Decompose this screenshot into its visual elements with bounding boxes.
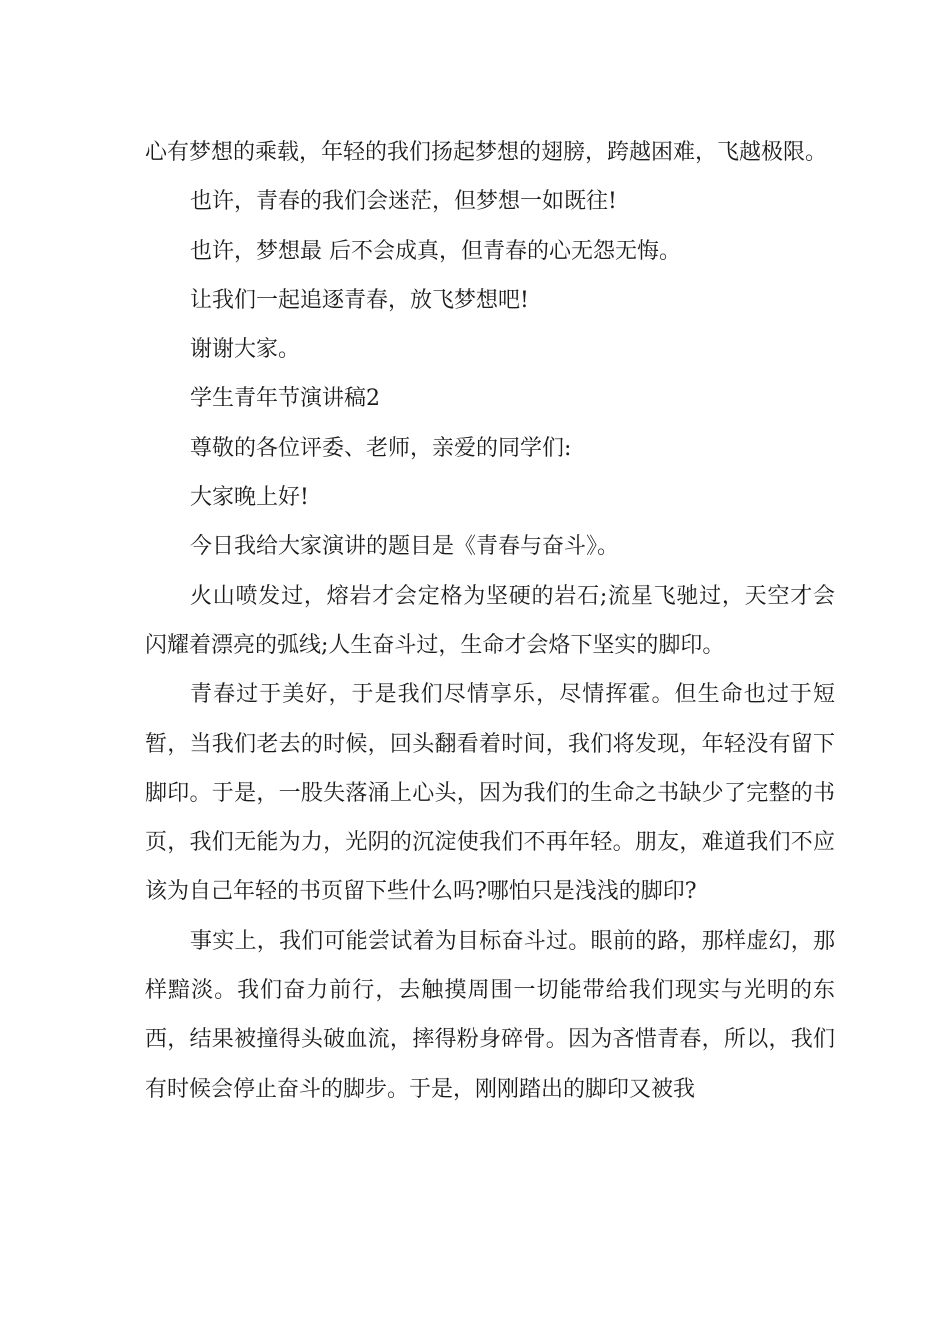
paragraph-11: 青春过于美好，于是我们尽情享乐，尽情挥霍。但生命也过于短暂，当我们老去的时候，回头翻看着时间，我们将发现，年轻没有留下脚印。于是，一股失落涌上心头，因为我们的生命之书缺少了完整的书页，我们无能为力，光阴的沉淀使我们不再年轻。朋友，难道我们不应该为自己年轻的书页留下些什么吗?哪怕只是浅浅的脚印?: [145, 682, 835, 905]
document-page: [145, 128, 835, 1114]
paragraph-12: 事实上，我们可能尝试着为目标奋斗过。眼前的路，那样虚幻，那样黯淡。我们奋力前行，去触摸周围一切能带给我们现实与光明的东西，结果被撞得头破血流，摔得粉身碎骨。因为吝惜青春，所以，我们有时候会停止奋斗的脚步。于是，刚刚踏出的脚印又被我: [145, 928, 835, 1102]
paragraph-10: 火山喷发过，熔岩才会定格为坚硬的岩石;流星飞驰过，天空才会闪耀着漂亮的弧线;人生奋斗过，生命才会烙下坚实的脚印。: [145, 583, 835, 658]
paragraph-2: 也许，青春的我们会迷茫，但梦想一如既往!: [190, 189, 617, 215]
section-heading: 学生青年节演讲稿2: [190, 386, 380, 412]
paragraph-1: 心有梦想的乘载，年轻的我们扬起梦想的翅膀，跨越困难，飞越极限。: [145, 140, 828, 165]
salutation: 尊敬的各位评委、老师，亲爱的同学们:: [190, 435, 572, 461]
speech-topic: 今日我给大家演讲的题目是《青春与奋斗》。: [190, 534, 620, 560]
paragraph-3: 也许，梦想最 后不会成真，但青春的心无怨无悔。: [190, 238, 681, 264]
paragraph-4: 让我们一起追逐青春，放飞梦想吧!: [190, 287, 529, 313]
greeting: 大家晚上好!: [190, 485, 309, 511]
paragraph-5: 谢谢大家。: [190, 337, 301, 363]
